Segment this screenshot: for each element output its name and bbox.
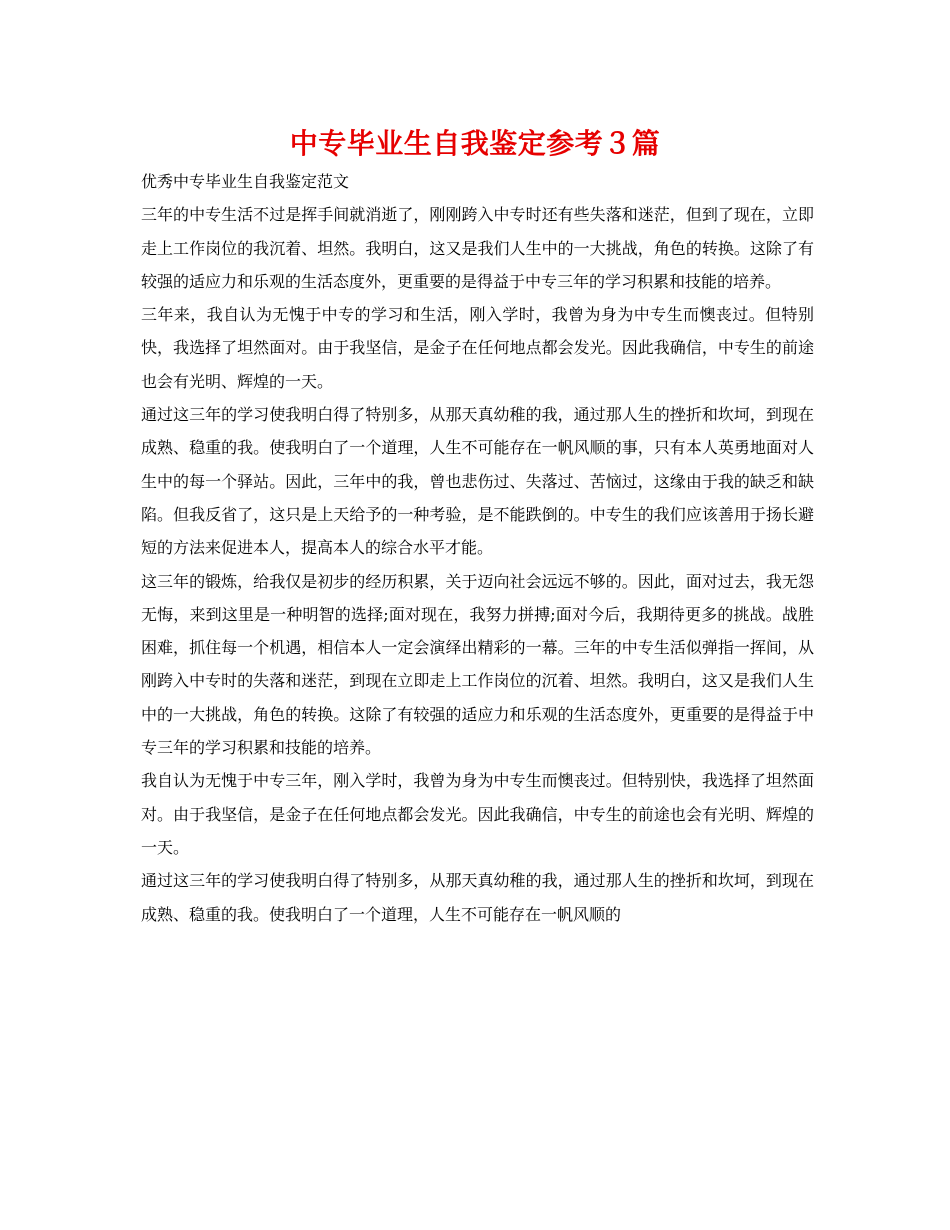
paragraph-1: 三年的中专生活不过是挥手间就消逝了，刚刚跨入中专时还有些失落和迷茫，但到了现在，立即走上工作岗位的我沉着、坦然。我明白，这又是我们人生中的一大挑战，角色的转换。这除了有较强的适应力和乐观的生活态度外，更重要的是得益于中专三年的学习积累和技能的培养。 <box>141 205 814 291</box>
paragraph-4: 这三年的锻炼，给我仅是初步的经历积累，关于迈向社会远远不够的。因此，面对过去，我无怨无悔，来到这里是一种明智的选择;面对现在，我努力拼搏;面对今后，我期待更多的挑战。战胜困难，抓住每一个机遇，相信本人一定会演绎出精彩的一幕。三年的中专生活似弹指一挥间，从刚跨入中专时的失落和迷茫，到现在立即走上工作岗位的沉着、坦然。我明白，这又是我们人生中的一大挑战，角色的转换。这除了有较强的适应力和乐观的生活态度外，更重要的是得益于中专三年的学习积累和技能的培养。 <box>141 571 814 758</box>
document-body <box>141 165 814 931</box>
paragraph-5: 我自认为无愧于中专三年，刚入学时，我曾为身为中专生而懊丧过。但特别快，我选择了坦然面对。由于我坚信，是金子在任何地点都会发光。因此我确信，中专生的前途也会有光明、辉煌的一天。 <box>141 771 814 857</box>
document-subtitle: 优秀中专毕业生自我鉴定范文 <box>141 172 350 191</box>
document-title: 中专毕业生自我鉴定参考３篇 <box>289 127 661 160</box>
paragraph-6: 通过这三年的学习使我明白得了特别多，从那天真幼稚的我，通过那人生的挫折和坎坷，到现在成熟、稳重的我。使我明白了一个道理，人生不可能存在一帆风顺的 <box>141 871 814 924</box>
paragraph-2: 三年来，我自认为无愧于中专的学习和生活，刚入学时，我曾为身为中专生而懊丧过。但特别快，我选择了坦然面对。由于我坚信，是金子在任何地点都会发光。因此我确信，中专生的前途也会有光明、辉煌的一天。 <box>141 305 814 391</box>
paragraph-3: 通过这三年的学习使我明白得了特别多，从那天真幼稚的我，通过那人生的挫折和坎坷，到现在成熟、稳重的我。使我明白了一个道理，人生不可能存在一帆风顺的事，只有本人英勇地面对人生中的每一个驿站。因此，三年中的我，曾也悲伤过、失落过、苦恼过，这缘由于我的缺乏和缺陷。但我反省了，这只是上天给予的一种考验，是不能跌倒的。中专生的我们应该善用于扬长避短的方法来促进本人，提高本人的综合水平才能。 <box>141 405 814 558</box>
